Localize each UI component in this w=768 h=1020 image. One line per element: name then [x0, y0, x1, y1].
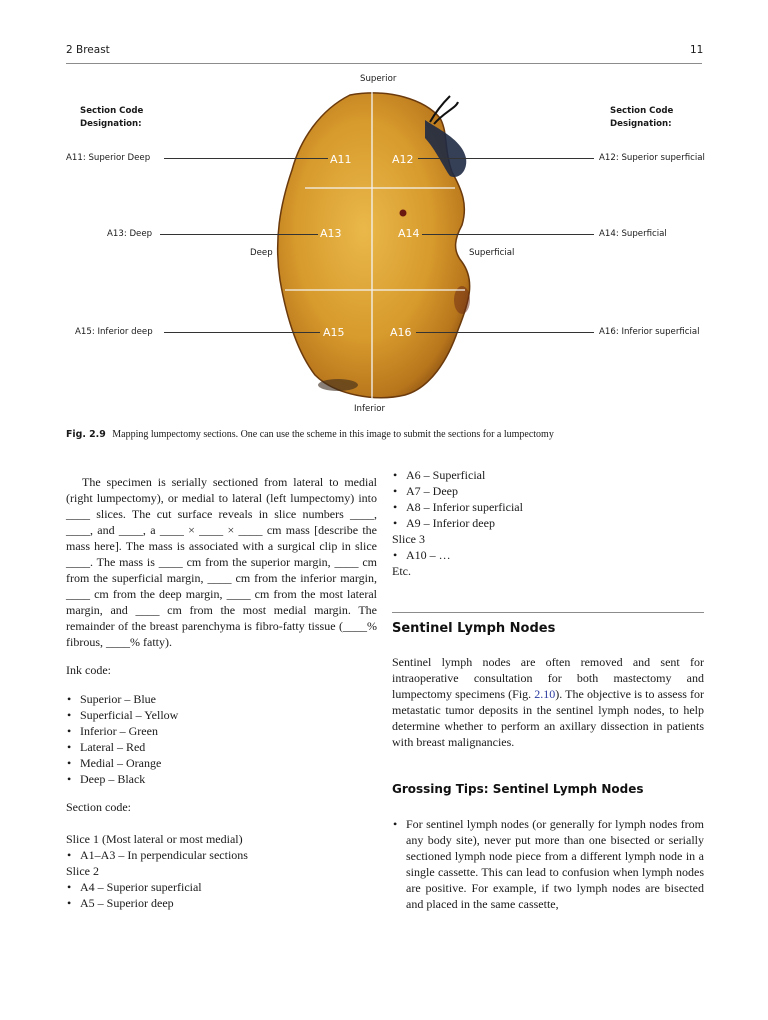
section-rule	[392, 612, 704, 613]
label-a12-superior-superficial: A12: Superior superficial	[599, 153, 705, 163]
label-inferior: Inferior	[354, 404, 386, 414]
figure-number: Fig. 2.9	[66, 429, 106, 440]
figure-reference-link[interactable]: 2.10	[534, 687, 556, 701]
list-item: • Deep – Black	[67, 772, 146, 786]
slice-3-list	[392, 547, 704, 563]
section-code-label: Section code:	[66, 800, 131, 814]
region-a11: A11	[330, 153, 352, 166]
running-head-chapter: 2 Breast	[66, 44, 110, 56]
slice-1-list	[66, 847, 377, 863]
list-item: • Lateral – Red	[67, 740, 146, 754]
list-item: • A5 – Superior deep	[67, 896, 174, 910]
list-item: • A7 – Deep	[393, 484, 458, 498]
slice-1-label: Slice 1 (Most lateral or most medial)	[66, 832, 243, 846]
leader-a14	[422, 234, 594, 235]
region-a13: A13	[320, 227, 342, 240]
left-column	[66, 474, 377, 911]
label-deep: Deep	[250, 248, 273, 258]
figure-caption-text: Mapping lumpectomy sections. One can use the scheme in this image to submit the sections for a lumpectomy	[112, 429, 554, 440]
list-item: • A1–A3 – In perpendicular sections	[67, 848, 248, 862]
slice-2-list	[66, 879, 377, 911]
list-item: • A9 – Inferior deep	[393, 516, 495, 530]
ink-code-label: Ink code:	[66, 663, 111, 677]
surgical-clip-spot	[400, 210, 407, 217]
label-a13-deep: A13: Deep	[107, 229, 153, 239]
list-item: • A6 – Superficial	[393, 468, 486, 482]
region-a15: A15	[323, 326, 345, 339]
right-section-code-heading: Section Code Designation:	[610, 106, 674, 129]
leader-a15	[164, 332, 320, 333]
lumpectomy-specimen-photo	[0, 0, 768, 425]
grossing-tips	[392, 816, 704, 912]
figure-2-9	[0, 0, 768, 425]
left-section-code-heading: Section Code Designation:	[80, 106, 144, 129]
list-item: • Superficial – Yellow	[67, 708, 179, 722]
slice-2-list-continued	[392, 467, 704, 531]
label-superior: Superior	[360, 74, 397, 84]
region-a12: A12	[392, 153, 414, 166]
list-item: • A4 – Superior superficial	[67, 880, 202, 894]
etc-text: Etc.	[392, 564, 411, 578]
leader-a13	[160, 234, 318, 235]
label-superficial: Superficial	[469, 248, 515, 258]
list-item: • A8 – Inferior superficial	[393, 500, 523, 514]
sentinel-paragraph: Sentinel lymph nodes are often removed and sent for intraoperative consultation for both mastectomy and lumpectomy specimens (Fig. 2.10). The objective is to assess for metastatic tumor deposits in the sentinel lymph nodes, to help determine whether to perform an axillary dissection in patients with breast malignancies.	[392, 655, 705, 749]
region-a14: A14	[398, 227, 420, 240]
label-a15-inferior-deep: A15: Inferior deep	[75, 327, 153, 337]
label-a14-superficial: A14: Superficial	[599, 229, 667, 239]
leader-a11	[164, 158, 328, 159]
ink-code-list	[66, 691, 377, 787]
region-a16: A16	[390, 326, 412, 339]
slice-3-label: Slice 3	[392, 532, 425, 546]
list-item: • For sentinel lymph nodes (or generally for lymph nodes from any body site), never put more than one bisected or serially sectioned lymph node piece from a different lymph node in a single cassette. This can lead to confusion when lymph nodes are positive. For example, if two lymph nodes are bisected and placed in the same cassette,	[393, 817, 704, 911]
label-a16-inferior-superficial: A16: Inferior superficial	[599, 327, 700, 337]
list-item: • Inferior – Green	[67, 724, 158, 738]
list-item: • A10 – …	[393, 548, 451, 562]
ink-inferior	[318, 379, 358, 391]
right-column-body	[392, 654, 704, 750]
leader-a16	[416, 332, 594, 333]
specimen-paragraph: The specimen is serially sectioned from lateral to medial (right lumpectomy), or medial to lateral (left lumpectomy) into ____ slices. The cut surface reveals in slice numbers ____, ____, and ____, a ____ × ____ × ____ cm mass [describe the mass here]. The mass is associated with a surgical clip in slice ____. The mass is ____ cm from the superior margin, ____ cm from the superficial margin, ____ cm from the inferior margin, ____ cm from the deep margin, ____ cm from the most lateral margin, and ____ cm from the most medial margin. The remainder of the breast parenchyma is fibro-fatty tissue (____% fibrous, ____% fatty).	[66, 475, 377, 649]
right-column-top	[392, 467, 704, 579]
page-number: 11	[690, 44, 704, 56]
label-a11-superior-deep: A11: Superior Deep	[66, 153, 151, 163]
grossing-tips-heading: Grossing Tips: Sentinel Lymph Nodes	[392, 782, 644, 796]
sentinel-lymph-nodes-heading: Sentinel Lymph Nodes	[392, 621, 556, 636]
list-item: • Superior – Blue	[67, 692, 156, 706]
list-item: • Medial – Orange	[67, 756, 162, 770]
slice-2-label: Slice 2	[66, 864, 99, 878]
grossing-tips-list	[392, 816, 704, 912]
leader-a12	[418, 158, 594, 159]
figure-caption	[66, 428, 706, 441]
